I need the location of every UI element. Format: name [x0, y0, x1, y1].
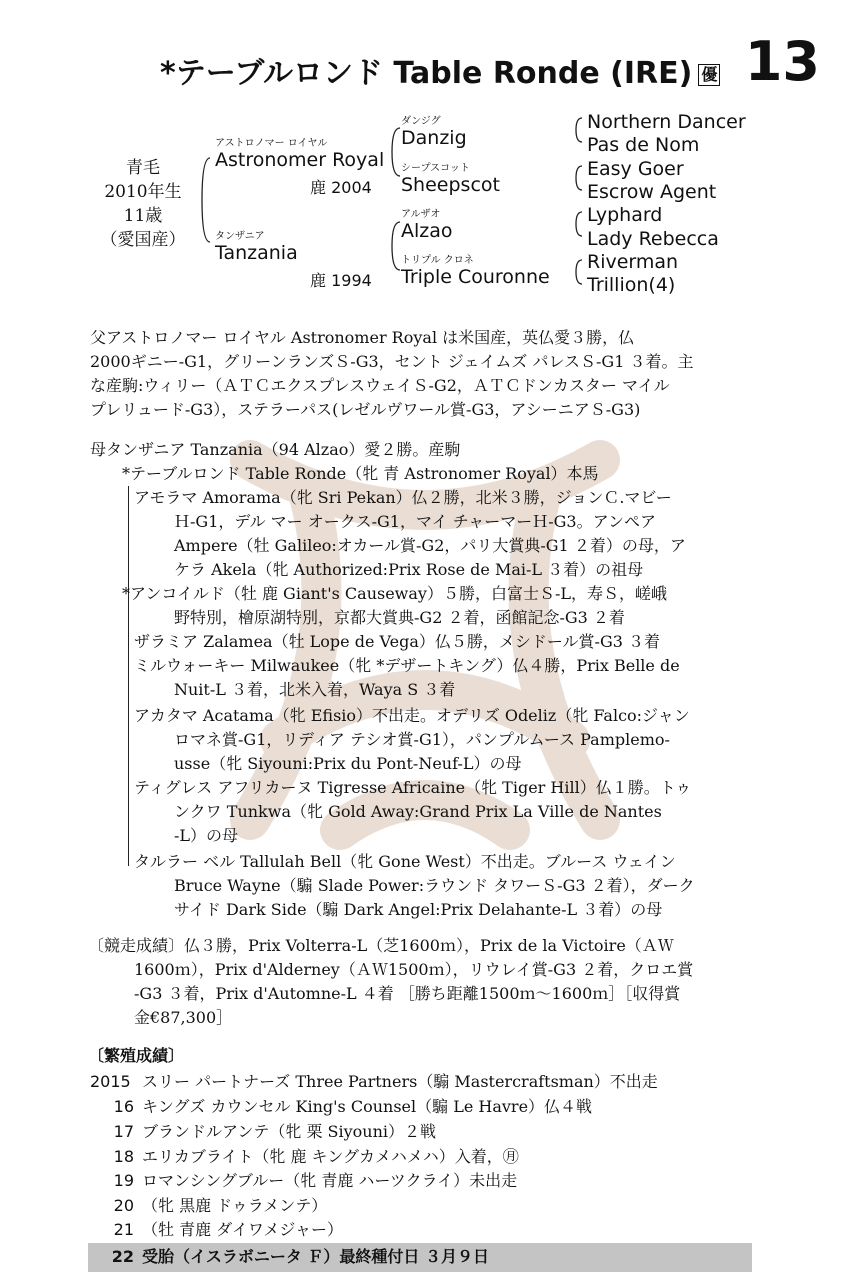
origin: （愛国産）	[100, 230, 186, 250]
dam-line-18: Bruce Wayne（騸 Slade Power:ラウンド タワーＳ-G3 ２着），ダーク	[174, 876, 695, 895]
gen3-ancestor: Lady Rebecca	[587, 228, 719, 250]
breeding-row: 18 エリカブライト（牝 鹿 キングカメハメハ）入着，㊊	[113, 1147, 519, 1166]
dam-line-2: アモラマ Amorama（牝 Sri Pekan）仏２勝，北米３勝，ジョンＣ.マビー	[134, 488, 672, 507]
dam-line-11: アカタマ Acatama（牝 Efisio）不出走。オデリズ Odeliz（牝 Falco:ジャン	[134, 706, 690, 725]
dam-line-8: ザラミア Zalamea（牡 Lope de Vega）仏５勝，メシドール賞-G3 ３着	[134, 632, 660, 651]
dam-detail: 鹿 1994	[310, 271, 372, 290]
race-line-1: 1600ｍ），Prix d'Alderney（ＡＷ1500ｍ），リウレイ賞-G3 ２着，クロエ賞	[134, 960, 694, 979]
dam-line-9: ミルウォーキー Milwaukee（牝 *デザートキング）仏４勝，Prix Belle de	[134, 656, 680, 675]
breeding-heading: 〔繁殖成績〕	[88, 1046, 185, 1065]
age: 11歳	[123, 206, 163, 226]
gen2-ancestor: トリプル クロネ Triple Couronne	[401, 255, 550, 288]
dam-name: Tanzania	[215, 242, 298, 264]
dam-ruby: タンザニア	[215, 231, 265, 242]
breeding-row: 19 ロマンシングブルー（牝 青鹿 ハーツクライ）未出走	[113, 1171, 518, 1190]
gen2-ancestor: ダンジグ Danzig	[401, 116, 467, 149]
gen3-ancestor: Riverman	[587, 251, 679, 273]
sire-detail: 鹿 2004	[310, 178, 372, 197]
dam-line-13: usse（牝 Siyouni:Prix du Pont-Neuf-L）の母	[174, 754, 522, 773]
dam-line-12: ロマネ賞-G1，リディア テシオ賞-G1），パンプルムース Pamplemo-	[174, 730, 670, 749]
dam-line-10: Nuit-L ３着，北米入着，Waya S ３着	[174, 680, 456, 699]
excellent-badge: 優	[698, 64, 720, 86]
sire-block	[215, 134, 384, 171]
birth-year: 2010年生	[104, 182, 182, 202]
dam-line-5: ケラ Akela（牝 Authorized:Prix Rose de Mai-L ３着）の祖母	[174, 560, 644, 579]
breeding-row: 21 （牡 青鹿 ダイワメジャー）	[113, 1220, 344, 1239]
dam-line-1: *テーブルロンド Table Ronde（牝 青 Astronomer Royal）本馬	[122, 464, 599, 483]
dam-line-3: Ｈ-G1，デル マー オークス-G1，マイ チャーマーＨ-G3。アンペア	[174, 512, 656, 531]
gen2-ancestor: シープスコット Sheepscot	[401, 163, 500, 196]
dam-line-19: サイド Dark Side（騸 Dark Angel:Prix Delahante-L ３着）の母	[174, 900, 663, 919]
dam-line-4: Ampere（牡 Galileo:オカール賞-G2，パリ大賞典-G1 ２着）の母，ア	[174, 536, 686, 555]
breeding-row-current: 22 受胎（イスラボニータ Ｆ）最終種付日 ３月９日	[111, 1247, 489, 1266]
gen3-ancestor: Lyphard	[587, 204, 663, 226]
gen3-ancestor: Easy Goer	[587, 158, 684, 180]
page-number: 13	[744, 30, 820, 93]
race-line-0: 〔競走成績〕仏３勝，Prix Volterra-L（芝1600ｍ），Prix de la Victoire（ＡＷ	[88, 936, 674, 955]
dam-line-15: ンクワ Tunkwa（牝 Gold Away:Grand Prix La Ville de Nantes	[174, 802, 662, 821]
breeding-row: 17 ブランドルアンテ（牝 栗 Siyouni）２戦	[113, 1122, 437, 1141]
sire-name: Astronomer Royal	[215, 149, 385, 171]
gen3-ancestor: Pas de Nom	[587, 134, 700, 156]
breeding-row: 20 （牝 黒鹿 ドゥラメンテ）	[113, 1196, 328, 1215]
dam-line-7: 野特別，檜原湖特別，京都大賞典-G2 ２着，函館記念-G3 ２着	[174, 608, 625, 627]
coat-color: 青毛	[126, 158, 160, 178]
gen2-ancestor: アルザオ Alzao	[401, 209, 453, 242]
race-line-2: -G3 ３着，Prix d'Automne-L ４着 ［勝ち距離1500ｍ〜1600ｍ］［収得賞	[134, 984, 681, 1003]
horse-info	[88, 156, 198, 252]
gen3-ancestor: Trillion(4)	[587, 274, 676, 296]
dam-block	[215, 227, 298, 264]
gen3-ancestor: Northern Dancer	[587, 111, 746, 133]
breeding-row: 16 キングズ カウンセル King's Counsel（騸 Le Havre）仏４戦	[113, 1097, 593, 1116]
dam-line-0: 母タンザニア Tanzania（94 Alzao）愛２勝。産駒	[90, 440, 461, 459]
dam-line-6: *アンコイルド（牡 鹿 Giant's Causeway）５勝，白富士Ｓ-L，寿Ｓ，嵯峨	[122, 584, 667, 603]
dam-line-16: -L）の母	[174, 826, 239, 845]
family-indent-rule	[128, 486, 129, 866]
race-line-3: 金€87,300］	[134, 1008, 233, 1027]
breeding-row: 2015 スリー パートナーズ Three Partners（騸 Mastercraftsman）不出走	[90, 1072, 658, 1091]
sire-description: 父アストロノマー ロイヤル Astronomer Royal は米国産，英仏愛３勝，仏 2000ギニー-G1，グリーンランズＳ-G3，セント ジェイムズ パレスＳ-G1 ３着。主 な産駒:ウィリー（ＡＴＣエクスプレスウェイＳ-G2，ＡＴＣドンカスター マイル プレリュード-G3），ステラーパス(レゼルヴワール賞-G3，アシーニアＳ-G3)	[90, 328, 694, 419]
horse-title: *テーブルロンド Table Ronde (IRE) 優	[160, 48, 720, 92]
dam-line-14: ティグレス アフリカーヌ Tigresse Africaine（牝 Tiger Hill）仏１勝。トゥ	[134, 778, 692, 797]
sire-ruby: アストロノマー ロイヤル	[215, 138, 328, 149]
gen3-ancestor: Escrow Agent	[587, 181, 717, 203]
dam-line-17: タルラー ベル Tallulah Bell（牝 Gone West）不出走。ブルース ウェイン	[134, 852, 676, 871]
